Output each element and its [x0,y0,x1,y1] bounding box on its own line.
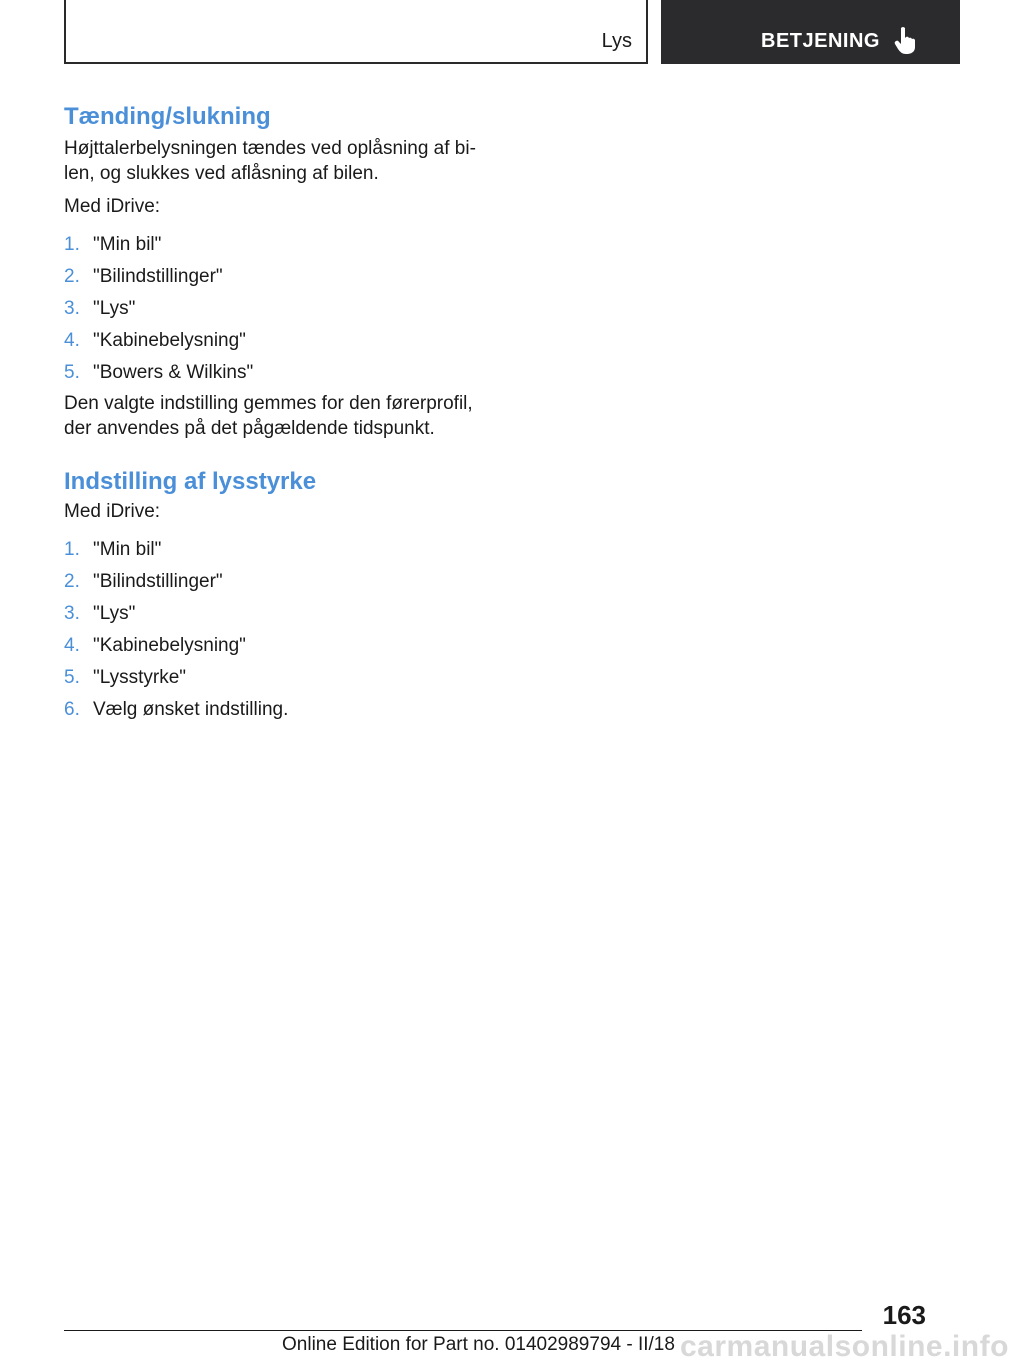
list-item: 1. "Min bil" [64,234,162,255]
list-item: 2. "Bilindstillinger" [64,266,223,287]
list-item: 5. "Lysstyrke" [64,667,187,688]
section-title-ignition: Tænding/slukning [64,103,271,130]
steps-list-ignition [64,229,484,389]
list-item: 2. "Bilindstillinger" [64,571,223,592]
pointing-hand-icon [895,26,919,54]
page-number: 163 [882,1300,926,1330]
steps-list-brightness [64,534,484,726]
header-section-title: Lys [601,30,632,52]
list-item: 4. "Kabinebelysning" [64,330,246,351]
section-title-brightness: Indstilling af lysstyrke [64,468,317,495]
list-item: 3. "Lys" [64,298,136,319]
watermark: carmanualsonline.info [680,1330,1009,1363]
idrive-label: Med iDrive: [64,501,161,522]
page-content [64,100,484,726]
header-chapter-title: BETJENING [761,30,880,52]
list-item: 4. "Kabinebelysning" [64,635,246,656]
section-body-ignition: Højttalerbelysningen tændes ved oplåsning af bilen, og slukkes ved aflåsning af bilen. [64,138,476,184]
idrive-label: Med iDrive: [64,196,161,217]
header-section-box [64,0,648,64]
list-item: 5. "Bowers & Wilkins" [64,362,254,383]
list-item: 1. "Min bil" [64,539,162,560]
profile-note: Den valgte indstilling gemmes for den førerprofil, der anvendes på det pågældende tidspunkt. [64,393,473,439]
footer-edition: Online Edition for Part no. 01402989794 - II/18 [282,1334,675,1355]
header-chapter-tab [661,0,960,64]
list-item: 3. "Lys" [64,603,136,624]
list-item: 6. Vælg ønsket indstilling. [64,699,289,720]
